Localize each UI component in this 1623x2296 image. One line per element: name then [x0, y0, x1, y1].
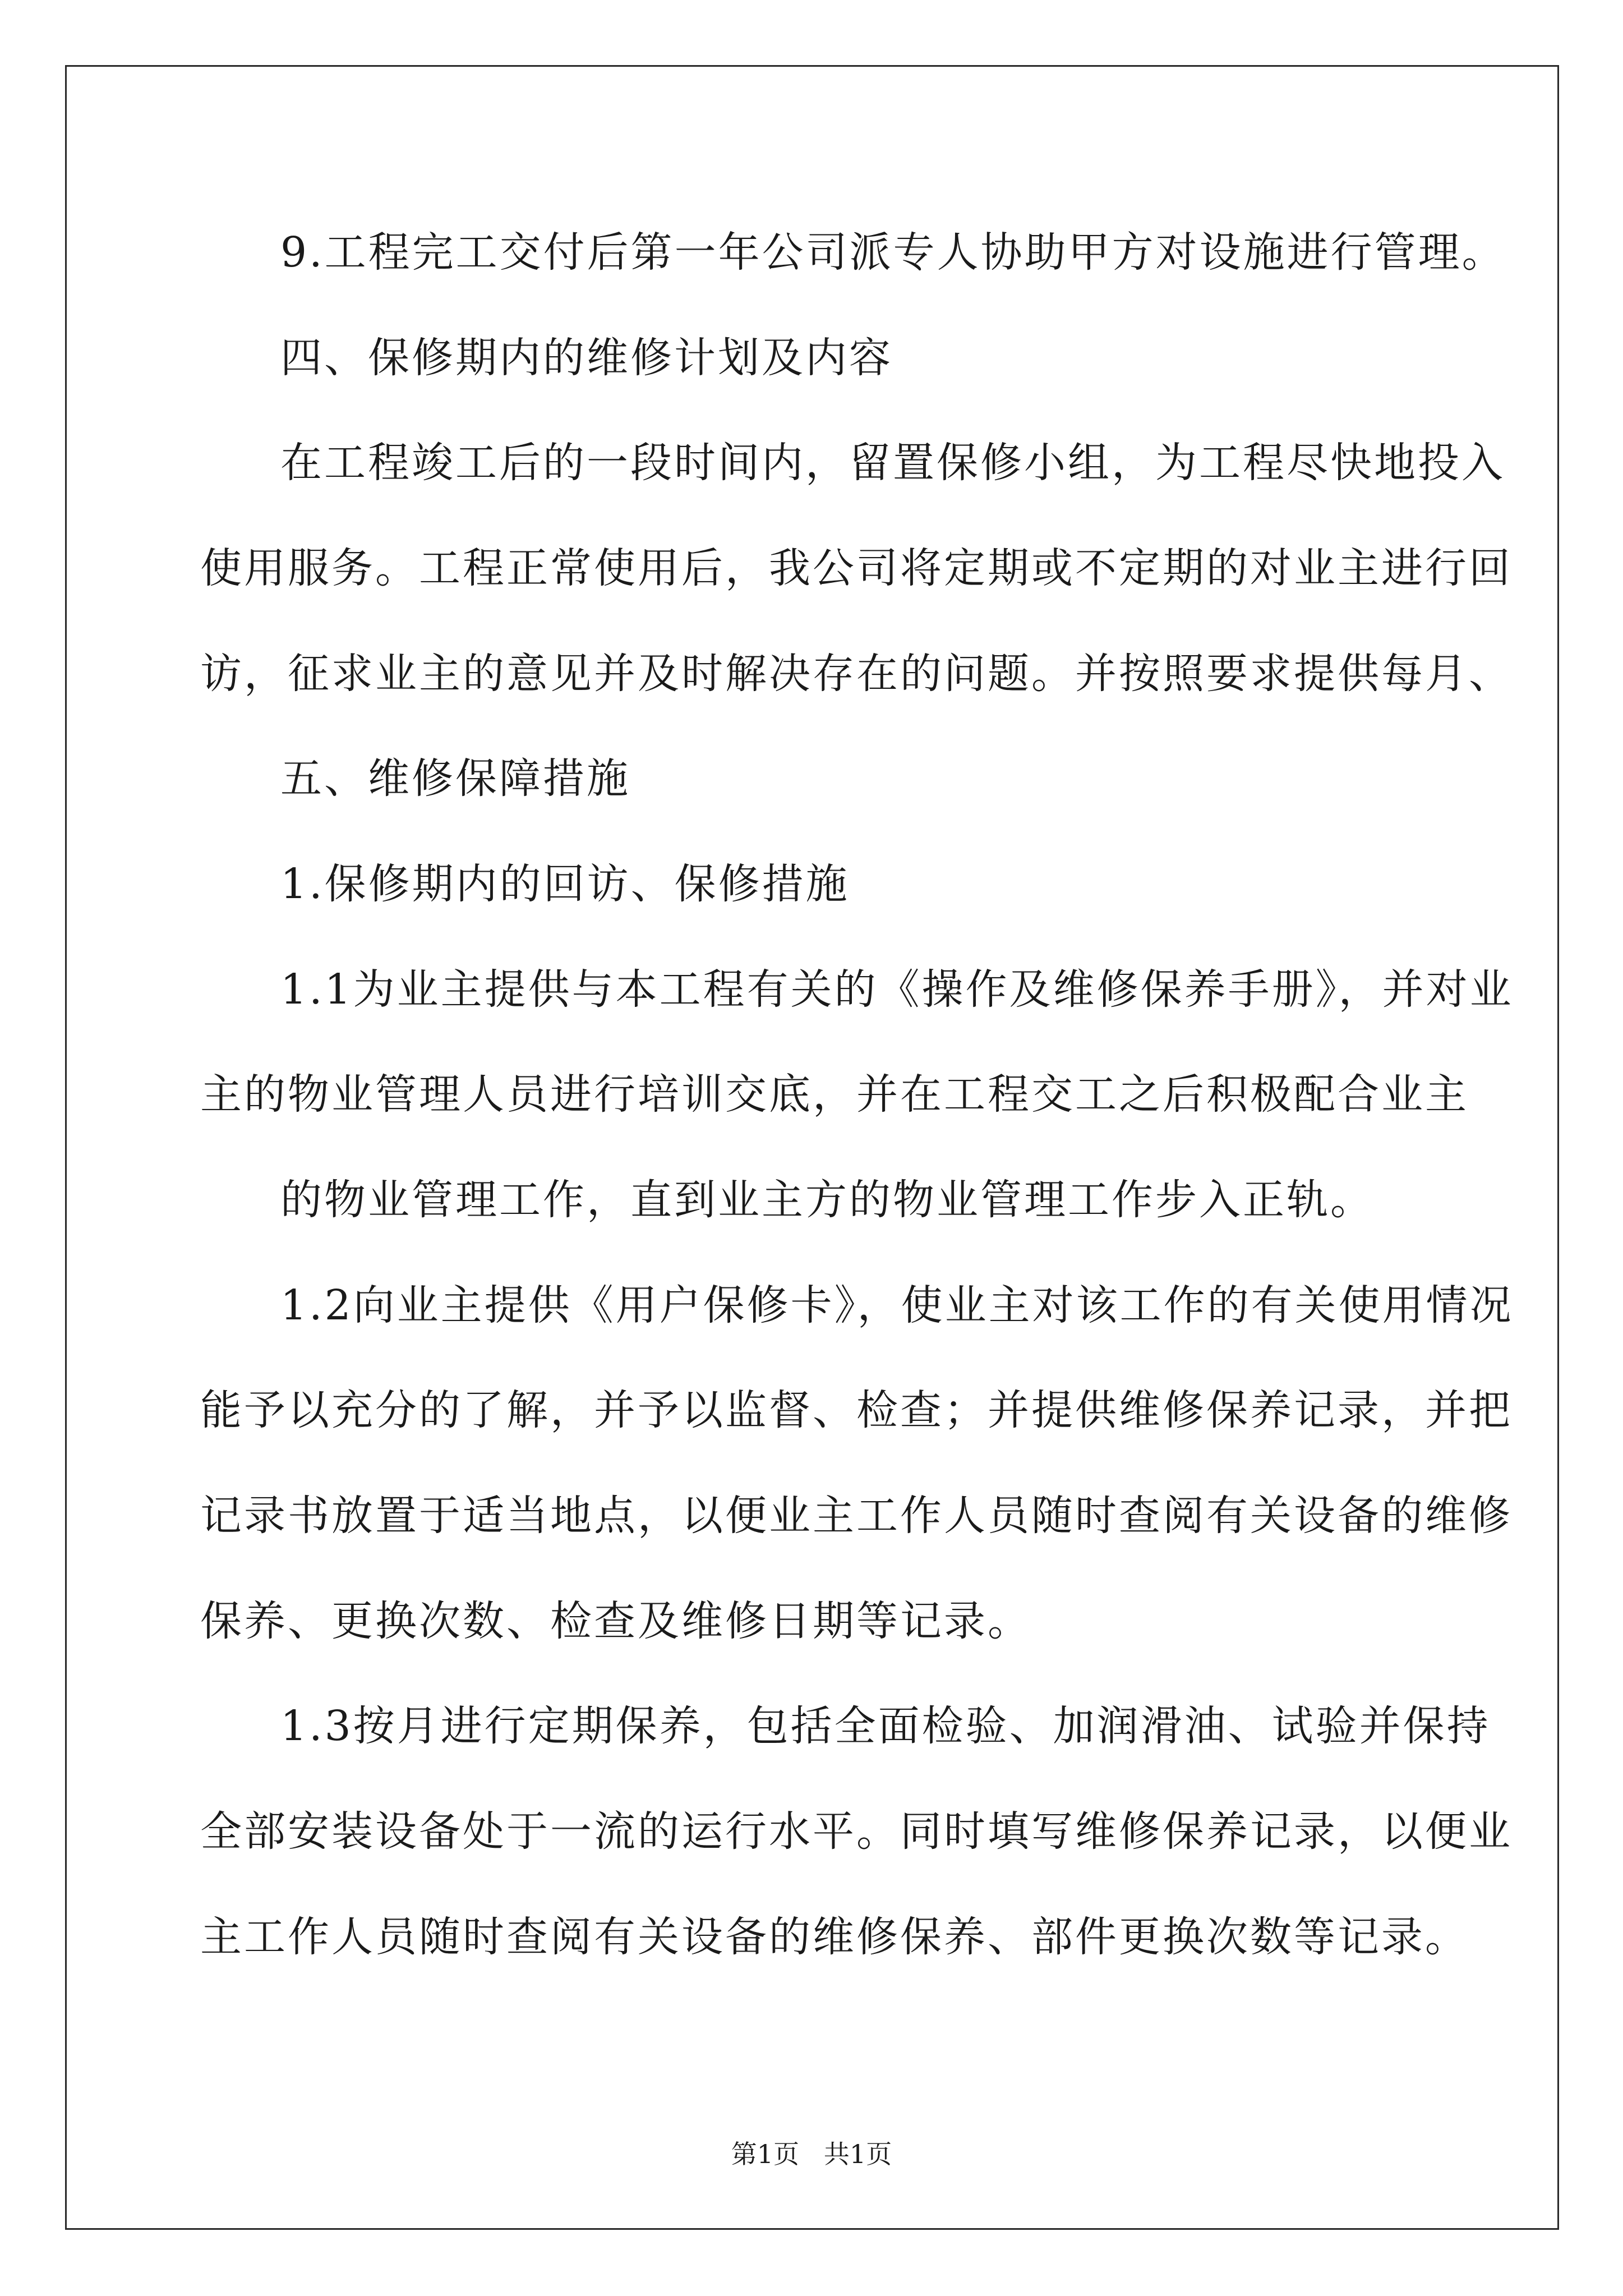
paragraph-line-3: 在工程竣工后的一段时间内，留置保修小组，为工程尽快地投入: [280, 439, 1505, 487]
paragraph-line-4: 使用服务。工程正常使用后，我公司将定期或不定期的对业主进行回: [200, 544, 1513, 592]
paragraph-line-8: 1.1为业主提供与本工程有关的《操作及维修保养手册》，并对业: [280, 965, 1514, 1014]
page-number-footer: 第1页 共1页: [731, 2139, 892, 2169]
paragraph-line-12: 能予以充分的了解，并予以监督、检查；并提供维修保养记录，并把: [200, 1386, 1513, 1434]
paragraph-line-9: 主的物业管理人员进行培训交底，并在工程交工之后积极配合业主: [200, 1070, 1469, 1119]
paragraph-line-14: 保养、更换次数、检查及维修日期等记录。: [200, 1597, 1031, 1645]
paragraph-line-1: 9.工程完工交付后第一年公司派专人协助甲方对设施进行管理。: [280, 228, 1506, 277]
paragraph-line-15: 1.3按月进行定期保养，包括全面检验、加润滑油、试验并保持: [280, 1702, 1491, 1750]
paragraph-line-16: 全部安装设备处于一流的运行水平。同时填写维修保养记录，以便业: [200, 1807, 1513, 1856]
page-border: [65, 65, 1559, 2230]
subsection-heading-1: 1.保修期内的回访、保修措施: [280, 860, 850, 908]
paragraph-line-10: 的物业管理工作，直到业主方的物业管理工作步入正轨。: [280, 1176, 1374, 1224]
section-heading-4: 四、保修期内的维修计划及内容: [280, 334, 893, 382]
paragraph-line-17: 主工作人员随时查阅有关设备的维修保养、部件更换次数等记录。: [200, 1913, 1469, 1961]
paragraph-line-13: 记录书放置于适当地点，以便业主工作人员随时查阅有关设备的维修: [200, 1492, 1513, 1540]
paragraph-line-11: 1.2向业主提供《用户保修卡》，使业主对该工作的有关使用情况: [280, 1281, 1514, 1329]
paragraph-line-5: 访，征求业主的意见并及时解决存在的问题。并按照要求提供每月、: [200, 650, 1513, 698]
section-heading-5: 五、维修保障措施: [280, 754, 630, 803]
